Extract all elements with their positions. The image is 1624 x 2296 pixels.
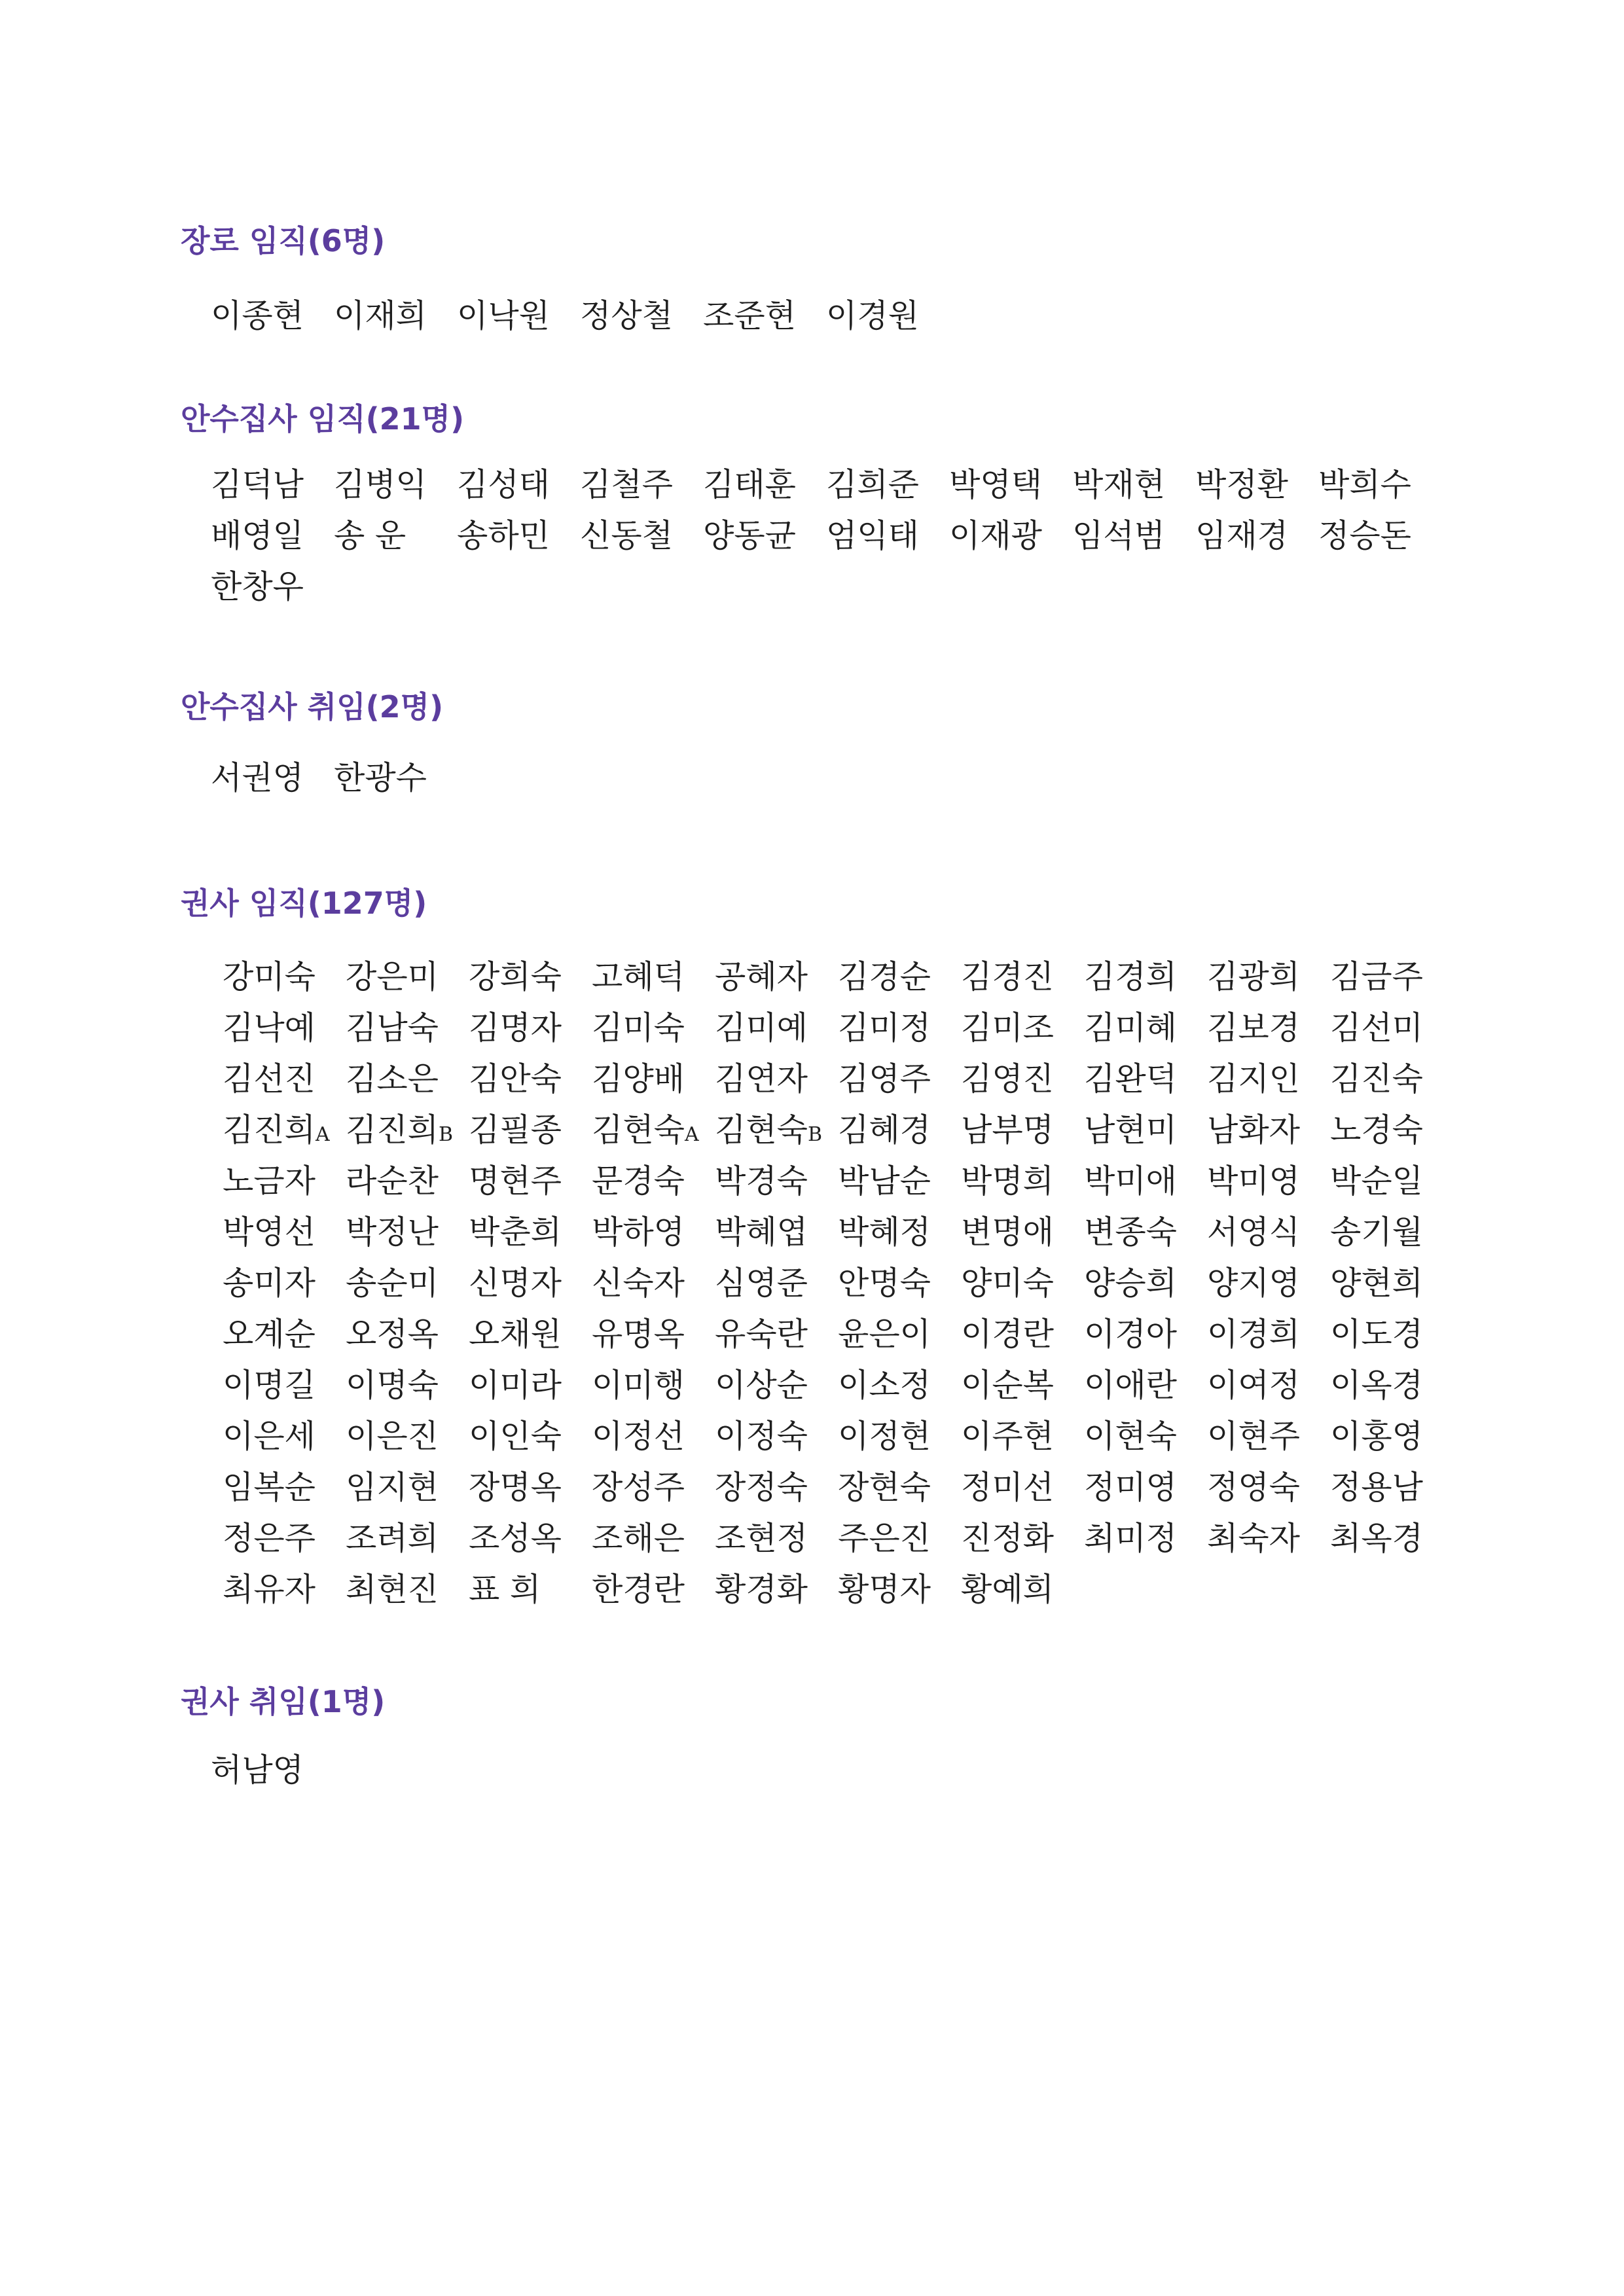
name-list (211, 753, 1441, 804)
person-name: 김미정 (838, 1009, 931, 1047)
person-name: 김미혜 (1084, 1009, 1178, 1047)
person-name: 송미자 (223, 1265, 316, 1302)
name-list (211, 1745, 1441, 1796)
person-name: 오계순 (223, 1316, 316, 1353)
person-name: 김필종 (469, 1111, 562, 1149)
person-name: 박혜정 (838, 1213, 931, 1251)
person-name: 정미영 (1084, 1469, 1178, 1506)
person-name: 신동철 (580, 517, 674, 554)
person-name: 양미숙 (961, 1265, 1055, 1302)
person-name: 이명길 (223, 1367, 316, 1404)
person-name: 한경란 (592, 1571, 685, 1608)
person-name: 김미예 (715, 1009, 808, 1047)
person-name: 김현숙B (715, 1111, 823, 1149)
person-name: 이정선 (592, 1418, 685, 1455)
person-name: 김낙예 (223, 1009, 316, 1047)
person-name: 박정환 (1195, 466, 1289, 503)
person-name: 이옥경 (1330, 1367, 1424, 1404)
person-name: 이은진 (346, 1418, 439, 1455)
person-name: 조현정 (715, 1520, 808, 1557)
person-name: 이주현 (961, 1418, 1055, 1455)
person-name: 양지영 (1207, 1265, 1301, 1302)
section-heading: 장로 임직(6명) (181, 223, 386, 259)
person-name: 김보경 (1207, 1009, 1301, 1047)
person-name: 이경아 (1084, 1316, 1178, 1353)
person-name: 송순미 (346, 1265, 439, 1302)
person-name: 임재경 (1195, 517, 1289, 554)
person-name: 김희준 (826, 466, 920, 503)
person-name: 이애란 (1084, 1367, 1178, 1404)
person-name: 오채원 (469, 1316, 562, 1353)
person-name: 이현숙 (1084, 1418, 1178, 1455)
person-name: 김경희 (1084, 958, 1178, 996)
person-name: 고혜덕 (592, 958, 685, 996)
person-name: 최숙자 (1207, 1520, 1301, 1557)
person-name: 라순찬 (346, 1162, 439, 1200)
person-name: 유숙란 (715, 1316, 808, 1353)
person-name: 양동균 (703, 517, 797, 554)
person-name: 노경숙 (1330, 1111, 1424, 1149)
person-name: 한광수 (334, 759, 427, 797)
name-suffix-marker: A (685, 1123, 699, 1146)
person-name: 이정숙 (715, 1418, 808, 1455)
person-name: 박재현 (1072, 466, 1166, 503)
person-name: 이인숙 (469, 1418, 562, 1455)
name-suffix-marker: A (316, 1123, 330, 1146)
person-name: 양현희 (1330, 1265, 1424, 1302)
person-name: 서권영 (211, 759, 304, 797)
person-name: 임석범 (1072, 517, 1166, 554)
person-name: 심영준 (715, 1265, 808, 1302)
name-list (223, 952, 1453, 1615)
person-name: 최현진 (346, 1571, 439, 1608)
person-name: 진정화 (961, 1520, 1055, 1557)
person-name: 김광희 (1207, 958, 1301, 996)
person-name: 최미정 (1084, 1520, 1178, 1557)
person-name: 김미조 (961, 1009, 1055, 1047)
person-name: 장현숙 (838, 1469, 931, 1506)
person-name: 황경화 (715, 1571, 808, 1608)
person-name: 주은진 (838, 1520, 931, 1557)
person-name: 송 운 (334, 517, 406, 554)
person-name: 조성옥 (469, 1520, 562, 1557)
person-name: 이경원 (826, 297, 920, 334)
person-name: 박미영 (1207, 1162, 1301, 1200)
person-name: 김성태 (457, 466, 550, 503)
person-name: 변명애 (961, 1213, 1055, 1251)
person-name: 김연자 (715, 1060, 808, 1098)
person-name: 이재희 (334, 297, 427, 334)
name-list (211, 459, 1441, 613)
person-name: 정영숙 (1207, 1469, 1301, 1506)
person-name: 김금주 (1330, 958, 1424, 996)
person-name: 신숙자 (592, 1265, 685, 1302)
person-name: 황명자 (838, 1571, 931, 1608)
name-suffix-marker: B (439, 1123, 454, 1146)
person-name: 명현주 (469, 1162, 562, 1200)
person-name: 이경희 (1207, 1316, 1301, 1353)
person-name: 김선진 (223, 1060, 316, 1098)
person-name: 강미숙 (223, 958, 316, 996)
person-name: 정용남 (1330, 1469, 1424, 1506)
person-name: 서영식 (1207, 1213, 1301, 1251)
person-name: 노금자 (223, 1162, 316, 1200)
person-name: 박희수 (1318, 466, 1412, 503)
person-name: 장명옥 (469, 1469, 562, 1506)
person-name: 송하민 (457, 517, 550, 554)
person-name: 조해은 (592, 1520, 685, 1557)
person-name: 송기월 (1330, 1213, 1424, 1251)
person-name: 박영택 (949, 466, 1043, 503)
person-name: 김경순 (838, 958, 931, 996)
person-name: 정상철 (580, 297, 674, 334)
person-name: 배영일 (211, 517, 304, 554)
person-name: 정승돈 (1318, 517, 1412, 554)
person-name: 김진희A (223, 1111, 330, 1149)
person-name: 김태훈 (703, 466, 797, 503)
person-name: 김진숙 (1330, 1060, 1424, 1098)
person-name: 한창우 (211, 568, 304, 605)
person-name: 문경숙 (592, 1162, 685, 1200)
person-name: 장성주 (592, 1469, 685, 1506)
person-name: 공혜자 (715, 958, 808, 996)
person-name: 이명숙 (346, 1367, 439, 1404)
person-name: 김양배 (592, 1060, 685, 1098)
person-name: 남현미 (1084, 1111, 1178, 1149)
section-heading: 안수집사 임직(21명) (181, 401, 465, 437)
person-name: 신명자 (469, 1265, 562, 1302)
person-name: 강희숙 (469, 958, 562, 996)
person-name: 이경란 (961, 1316, 1055, 1353)
person-name: 이도경 (1330, 1316, 1424, 1353)
person-name: 김영진 (961, 1060, 1055, 1098)
person-name: 오정옥 (346, 1316, 439, 1353)
person-name: 표 희 (469, 1571, 541, 1608)
person-name: 이소정 (838, 1367, 931, 1404)
person-name: 윤은이 (838, 1316, 931, 1353)
person-name: 박남순 (838, 1162, 931, 1200)
person-name: 이현주 (1207, 1418, 1301, 1455)
person-name: 박미애 (1084, 1162, 1178, 1200)
person-name: 최옥경 (1330, 1520, 1424, 1557)
person-name: 조려희 (346, 1520, 439, 1557)
person-name: 박혜엽 (715, 1213, 808, 1251)
person-name: 김선미 (1330, 1009, 1424, 1047)
person-name: 황예희 (961, 1571, 1055, 1608)
person-name: 남부명 (961, 1111, 1055, 1149)
person-name: 김현숙A (592, 1111, 699, 1149)
person-name: 김병익 (334, 466, 427, 503)
person-name: 임지현 (346, 1469, 439, 1506)
person-name: 이은세 (223, 1418, 316, 1455)
section-heading: 권사 임직(127명) (181, 886, 427, 921)
person-name: 이정현 (838, 1418, 931, 1455)
person-name: 강은미 (346, 958, 439, 996)
name-suffix-marker: B (808, 1123, 823, 1146)
person-name: 김영주 (838, 1060, 931, 1098)
person-name: 김남숙 (346, 1009, 439, 1047)
person-name: 김지인 (1207, 1060, 1301, 1098)
person-name: 김안숙 (469, 1060, 562, 1098)
person-name: 박하영 (592, 1213, 685, 1251)
person-name: 김소은 (346, 1060, 439, 1098)
person-name: 변종숙 (1084, 1213, 1178, 1251)
person-name: 박영선 (223, 1213, 316, 1251)
person-name: 임복순 (223, 1469, 316, 1506)
person-name: 박정난 (346, 1213, 439, 1251)
person-name: 박경숙 (715, 1162, 808, 1200)
person-name: 김덕남 (211, 466, 304, 503)
person-name: 김철주 (580, 466, 674, 503)
person-name: 양승희 (1084, 1265, 1178, 1302)
person-name: 김경진 (961, 958, 1055, 996)
person-name: 장정숙 (715, 1469, 808, 1506)
person-name: 정은주 (223, 1520, 316, 1557)
person-name: 엄익태 (826, 517, 920, 554)
person-name: 김미숙 (592, 1009, 685, 1047)
person-name: 이미행 (592, 1367, 685, 1404)
person-name: 이홍영 (1330, 1418, 1424, 1455)
person-name: 이재광 (949, 517, 1043, 554)
person-name: 조준현 (703, 297, 797, 334)
person-name: 박순일 (1330, 1162, 1424, 1200)
person-name: 김혜경 (838, 1111, 931, 1149)
person-name: 이여정 (1207, 1367, 1301, 1404)
person-name: 이미라 (469, 1367, 562, 1404)
person-name: 이종현 (211, 297, 304, 334)
person-name: 김진희B (346, 1111, 454, 1149)
person-name: 박명희 (961, 1162, 1055, 1200)
person-name: 김완덕 (1084, 1060, 1178, 1098)
section-heading: 권사 취임(1명) (181, 1684, 386, 1719)
person-name: 김명자 (469, 1009, 562, 1047)
person-name: 박춘희 (469, 1213, 562, 1251)
person-name: 이상순 (715, 1367, 808, 1404)
person-name: 이순복 (961, 1367, 1055, 1404)
person-name: 최유자 (223, 1571, 316, 1608)
person-name: 이낙원 (457, 297, 550, 334)
section-heading: 안수집사 취임(2명) (181, 689, 444, 725)
person-name: 정미선 (961, 1469, 1055, 1506)
person-name: 남화자 (1207, 1111, 1301, 1149)
person-name: 안명숙 (838, 1265, 931, 1302)
name-list (211, 291, 1441, 342)
person-name: 허남영 (211, 1751, 304, 1789)
person-name: 유명옥 (592, 1316, 685, 1353)
